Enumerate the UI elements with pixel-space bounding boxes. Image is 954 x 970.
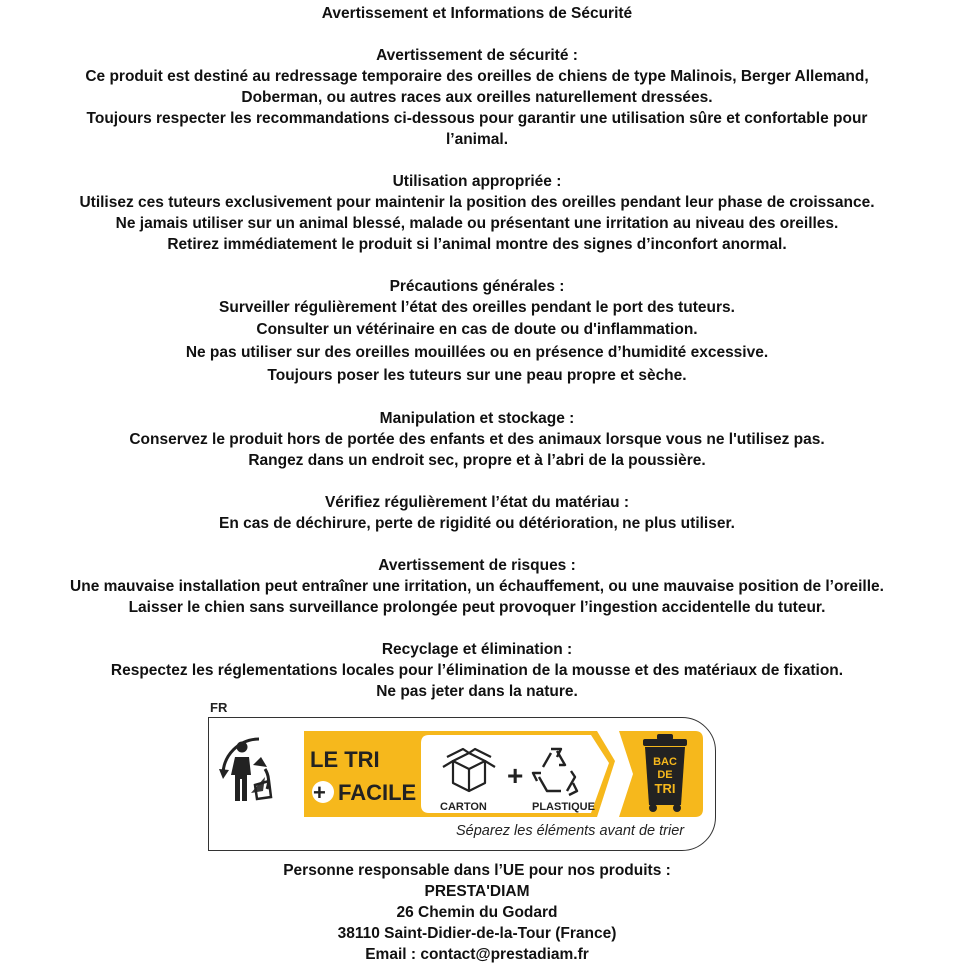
section-heading: Précautions générales :	[389, 278, 565, 295]
company-name: PRESTA'DIAM	[424, 883, 530, 900]
section-line: Une mauvaise installation peut entraîner une irritation, un échauffement, ou une mauvaise position de l’oreille.	[70, 578, 884, 595]
section-line: Utilisez ces tuteurs exclusivement pour maintenir la position des oreilles pendant leur phase de croissance.	[79, 194, 875, 211]
bin-line2: DE	[657, 769, 673, 781]
section-line: Ce produit est destiné au redressage temporaire des oreilles de chiens de type Malinois, Berger Allemand,	[85, 68, 869, 85]
country-code: FR	[210, 700, 228, 715]
bin-line3: TRI	[654, 781, 676, 796]
section-line: Toujours respecter les recommandations ci-dessous pour garantir une utilisation sûre et confortable pour	[86, 110, 868, 127]
company-email: Email : contact@prestadiam.fr	[365, 946, 589, 963]
triman-caption: Séparez les éléments avant de trier	[456, 823, 685, 839]
section-check-material	[0, 492, 954, 534]
section-line: Laisser le chien sans surveillance prolongée peut provoquer l’ingestion accidentelle du tuteur.	[128, 599, 826, 616]
section-line: Toujours poser les tuteurs sur une peau propre et sèche.	[267, 367, 687, 384]
tri-plus: +	[313, 780, 326, 805]
section-line: Rangez dans un endroit sec, propre et à l’abri de la poussière.	[248, 452, 706, 469]
plastique-label: PLASTIQUE	[532, 801, 595, 813]
section-line: Ne jamais utiliser sur un animal blessé, malade ou présentant une irritation au niveau des oreilles.	[115, 215, 839, 232]
section-line: En cas de déchirure, perte de rigidité ou détérioration, ne plus utiliser.	[219, 515, 735, 532]
section-line: Respectez les réglementations locales pour l’élimination de la mousse et des matériaux de fixation.	[110, 662, 844, 679]
section-safety-warning	[0, 45, 954, 150]
section-line: Consulter un vétérinaire en cas de doute ou d'inflammation.	[256, 321, 698, 338]
footer-heading: Personne responsable dans l’UE pour nos produits :	[283, 862, 671, 879]
section-heading: Manipulation et stockage :	[379, 410, 575, 427]
triman-person-icon	[219, 739, 271, 801]
plus-sign: +	[507, 760, 524, 791]
eu-responsible-footer	[0, 860, 954, 965]
section-heading: Utilisation appropriée :	[392, 173, 562, 190]
section-risk-warning	[0, 555, 954, 618]
company-city: 38110 Saint-Didier-de-la-Tour (France)	[337, 925, 617, 942]
tri-line2: FACILE	[338, 780, 417, 805]
section-heading: Recyclage et élimination :	[381, 641, 573, 658]
triman-logo	[207, 700, 719, 855]
section-general-precautions	[0, 276, 954, 387]
section-line: Conservez le produit hors de portée des enfants et des animaux lorsque vous ne l'utilisez pas.	[129, 431, 825, 448]
section-line: Surveiller régulièrement l’état des oreilles pendant le port des tuteurs.	[219, 299, 735, 316]
section-recycling	[0, 639, 954, 702]
bin-line1: BAC	[653, 756, 677, 768]
section-line: Ne pas jeter dans la nature.	[376, 683, 578, 700]
section-line: Retirez immédiatement le produit si l’animal montre des signes d’inconfort anormal.	[167, 236, 787, 253]
carton-label: CARTON	[440, 801, 487, 813]
section-handling-storage	[0, 408, 954, 471]
section-line: Doberman, ou autres races aux oreilles naturellement dressées.	[241, 89, 713, 106]
section-line: Ne pas utiliser sur des oreilles mouillées ou en présence d’humidité excessive.	[185, 344, 769, 361]
document-title: Avertissement et Informations de Sécurité	[321, 5, 633, 22]
section-appropriate-use	[0, 171, 954, 255]
section-heading: Avertissement de sécurité :	[376, 47, 578, 64]
section-heading: Vérifiez régulièrement l’état du matériau :	[324, 494, 630, 511]
tri-line1: LE TRI	[310, 747, 380, 772]
company-street: 26 Chemin du Godard	[396, 904, 558, 921]
section-line: l’animal.	[445, 131, 509, 148]
section-heading: Avertissement de risques :	[378, 557, 576, 574]
